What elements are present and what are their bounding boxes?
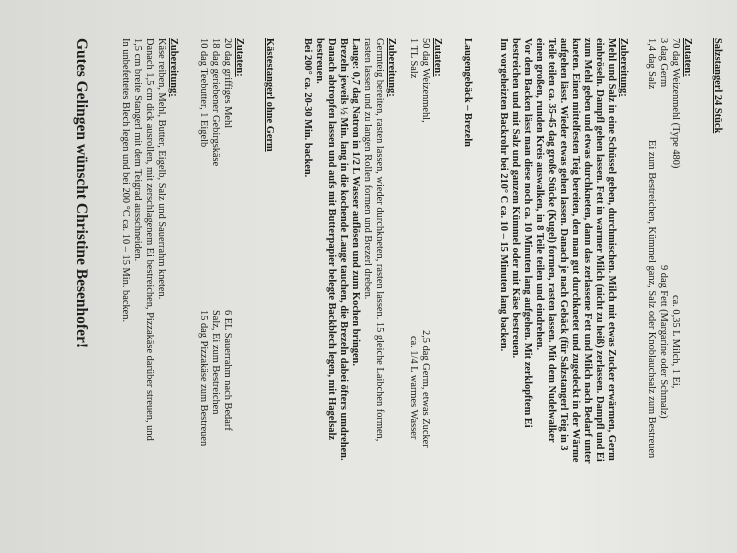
closing-greeting: Gutes Gelingen wünscht Christine Besenhofer! <box>73 38 90 348</box>
recipe-title-kaesestangerl: Kästestangerl ohne Germ <box>264 38 275 152</box>
zubereitung-2-line: bestreuen. <box>314 38 325 84</box>
ingredient-1-right-1: 9 dag Fett (Margarine oder Schmalz) <box>658 265 669 419</box>
zubereitung-1-line: Im vorgeheizten Backrohr bei 210° C ca. 10 – 15 Minuten lang backen. <box>498 38 509 352</box>
ingredient-1-left-2: 1,4 dag Salz <box>646 38 657 90</box>
zubereitung-1-line: einbröseln. Dampfl gehen lassen. Fett in warmer Milch (nicht zu heiß) zerlassen. Dampfl und Ei <box>594 38 605 462</box>
ingredient-3-right-2: 15 dag Pizzakäse zum Bestreuen <box>198 310 209 447</box>
zubereitung-1-line: Vor dem Backen lässt man diese noch ca. 10 Minuten lang aufgehen. Mit zerklopftem Ei <box>522 38 533 428</box>
zubereitung-label-3: Zubereitung: <box>168 38 179 97</box>
zubereitung-1-line: Mehl und Salz in eine Schüssel geben, durchmischen. Milch mit etwas Zucker erwärmen, Germ <box>606 38 617 461</box>
ingredient-1-right-2: Ei zum Bestreichen, Kümmel ganz, Salz oder Knoblauchsalz zum Bestreuen <box>646 140 657 459</box>
zutaten-label-1: Zutaten: <box>682 38 693 77</box>
zubereitung-3-line: Danach 1,5 cm dick ausrollen, mit zerschlagenem Ei bestreichen, Pizzakäse darüber streuen, und <box>144 38 155 441</box>
ingredient-3-left-1: 18 dag geriebener Gebirgskäse <box>210 38 221 167</box>
ingredient-1-right-0: ca. 0,35 L Milch, 1 Ei, <box>670 295 681 389</box>
zubereitung-2-line: Germteig bereiten, rasten lassen, wieder durchkneten, rasten lassen. 15 gleiche Laibchen formen, <box>374 38 385 442</box>
ingredient-2-left-1: 1 TL Salz <box>408 38 419 79</box>
ingredient-3-right-0: 6 EL Sauerrahm nach Bedarf <box>222 310 233 431</box>
ingredient-1-left-1: 3 dag Germ <box>658 38 669 88</box>
zutaten-label-3: Zutaten: <box>234 38 245 77</box>
zubereitung-1-line: einen großen, runden Kreis auswalken, in 8 Teile teilen und eindrehen. <box>534 38 545 351</box>
recipe-title-salzstangerl: Salzstangerl 24 Stück <box>712 38 723 134</box>
zubereitung-2-line: Bei 200° ca. 20-30 Min. backen. <box>302 38 313 178</box>
ingredient-3-left-2: 10 dag Teebutter, 1 Eigelb <box>198 38 209 148</box>
zubereitung-1-line: bestreichen und mit Salz und ganzem Kümmel oder mit Käse bestreuen. <box>510 38 521 359</box>
ingredient-3-right-1: Salz, Ei zum Bestreichen <box>210 310 221 415</box>
ingredient-1-left-0: 70 dag Weizenmehl (Type 480) <box>670 38 681 169</box>
ingredient-2-right-0: 2,5 dag Germ, etwas Zucker <box>420 330 431 448</box>
zubereitung-2-line: Lauge: 0,7 dag Natron in 1/2 L Wasser auflösen und zum Kochen bringen. <box>350 38 361 366</box>
zubereitung-1-line: zum Mehl geben und etwas durchkneten, dann das zerlassene Fett und Milch nach Bedarf unter <box>582 38 593 464</box>
recipe-title-laugengebaeck: Laugengebäck – Brezeln <box>462 38 473 147</box>
zubereitung-3-line: Käse reiben, Mehl, Butter, Eigelb, Salz und Sauerrahm kneten. <box>156 38 167 300</box>
zubereitung-2-line: Danach abtropfen lassen und aufs mit Butterpapier belegte Backblech legen, mit Hagelsalz <box>326 38 337 440</box>
zubereitung-3-line: 1,5 cm breite Stangerl mit dem Teigrad ausschneiden. <box>132 38 143 262</box>
zubereitung-2-line: rasten lassen und zu langen Rollen formen und Brezerl dreben. <box>362 38 373 300</box>
zubereitung-3-line: In unbefettetes Blech legen und bei 200 °C ca. 10 – 15 Min. backen. <box>120 38 131 323</box>
zubereitung-2-line: Brezeln jeweils ½ Min. lang in die kochende Lauge tauchen, die Brezeln dabei öfters umdrehen. <box>338 38 349 461</box>
ingredient-2-left-0: 50 dag Weizenmehl, <box>420 38 431 123</box>
zubereitung-label-2: Zubereitung: <box>386 38 397 97</box>
zutaten-label-2: Zutaten: <box>432 38 443 77</box>
zubereitung-1-line: aufgehen lässt. Wieder etwas gehen lassen. Danach je nach Gebäck (für Salzstangerl Teig in 3 <box>558 38 569 451</box>
zubereitung-1-line: kneten. Einen mittelfesten Teig bereiten, den man gut durchknetet und zugedeckt in der Wärme <box>570 38 581 463</box>
ingredient-3-left-0: 20 dag griffiges Mehl <box>222 38 233 129</box>
zubereitung-label-1: Zubereitung: <box>618 38 629 97</box>
ingredient-2-right-1: ca. 1/4 L warmes Wasser <box>408 336 419 440</box>
zubereitung-1-line: Teile teilen ca. 35-45 dag große Stücke (Kugel) formen, rasten lassen. Mit dem Nudelwalker <box>546 38 557 443</box>
